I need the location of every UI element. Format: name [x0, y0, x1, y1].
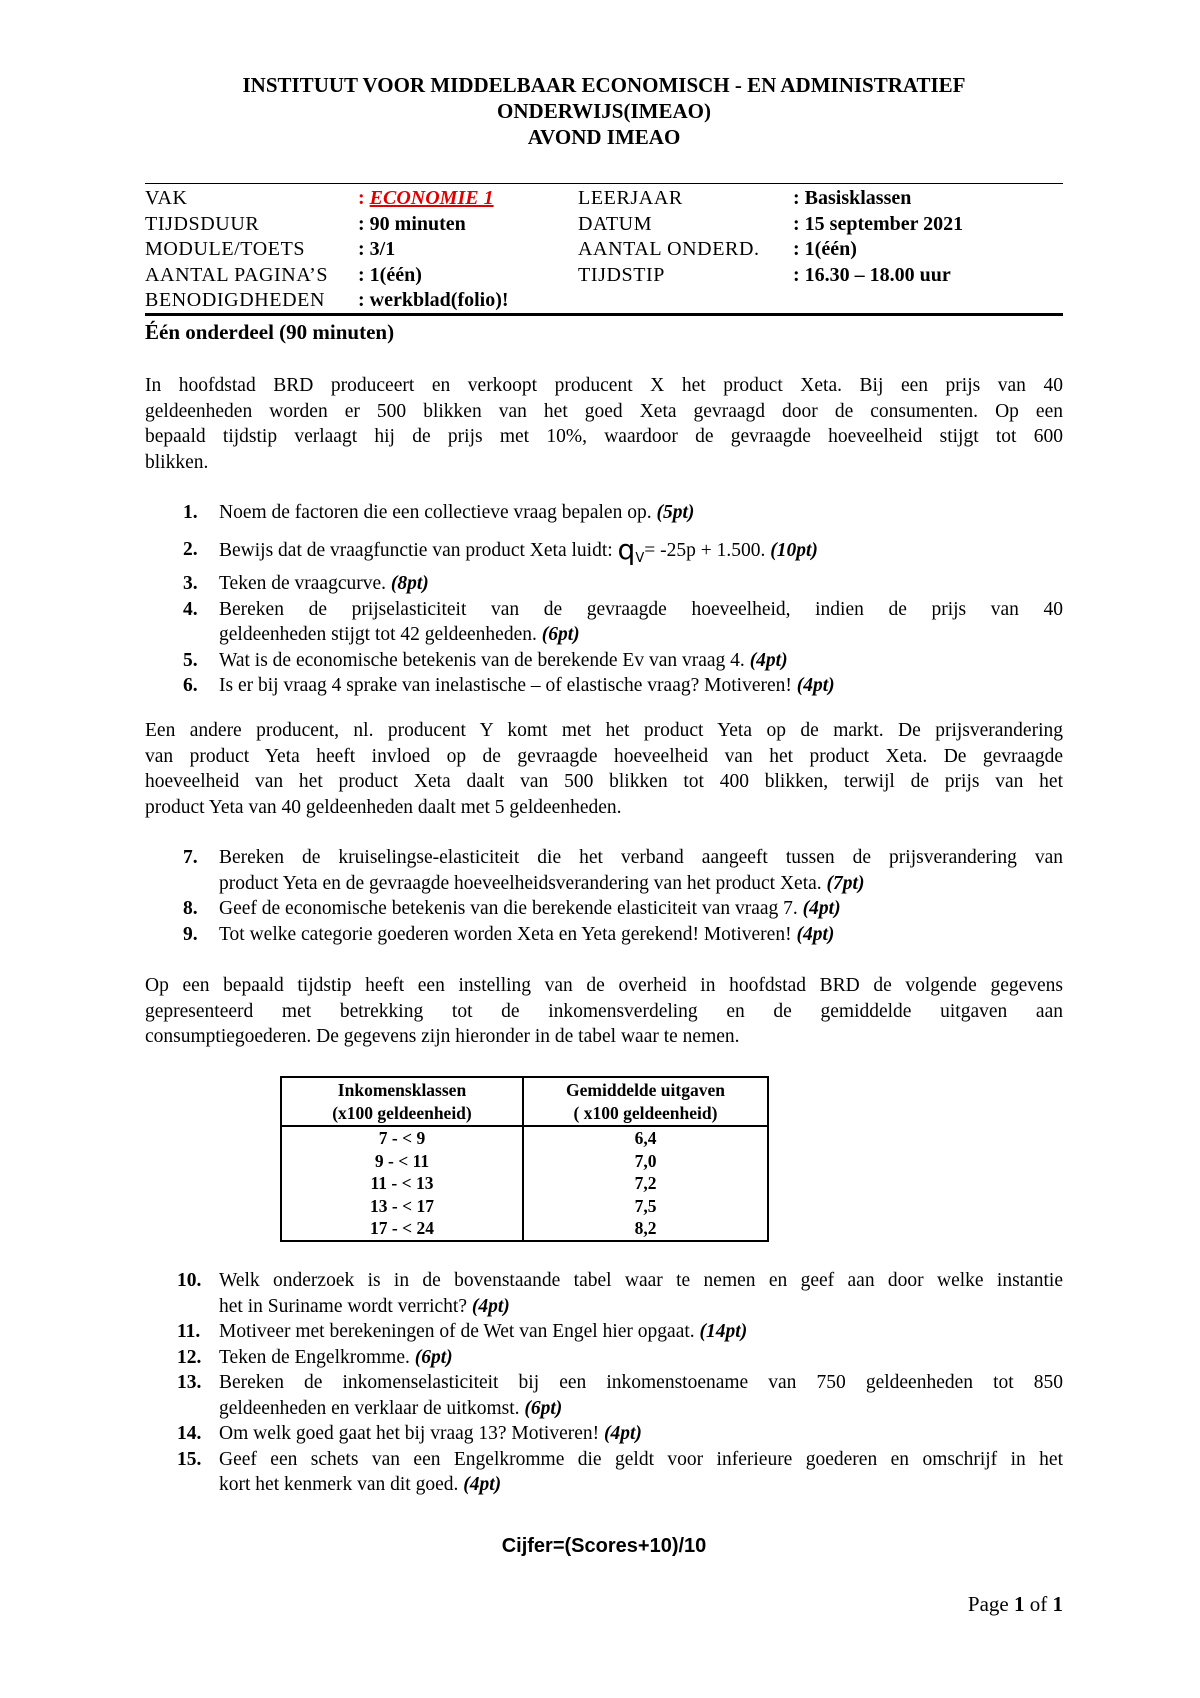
intro-paragraph-2 — [145, 718, 1063, 820]
intro1-line: In hoofdstad BRD produceert en verkoopt producent X het product Xeta. Bij een prijs van 40 — [145, 375, 1063, 396]
table-header-expenditure: Gemiddelde uitgaven ( x100 geldeenheid) — [523, 1077, 768, 1126]
question-5: 5. Wat is de economische betekenis van de berekende Ev van vraag 4. (4pt) — [183, 649, 788, 671]
intro1-line: bepaald tijdstip verlaagt hij de prijs met 10%, waardoor de gevraagde hoeveelheid stijgt tot 600 — [145, 426, 1063, 447]
question-4: 4. Bereken de prijselasticiteit van de gevraagde hoeveelheid, indien de prijs van 40 geldeenheden stijgt tot 42 geldeenheden. (6pt) — [183, 598, 1063, 645]
intro2-line: van product Yeta heeft invloed op de gevraagde hoeveelheid van het product Xeta. De gevraagde — [145, 745, 1063, 767]
intro3-line: consumptiegoederen. De gegevens zijn hieronder in de tabel waar te nemen. — [145, 1026, 740, 1047]
vak-label: VAK — [145, 187, 188, 209]
leerjaar-value: : Basisklassen — [793, 187, 912, 209]
header-rule-top — [145, 183, 1063, 184]
question-14: 14. Om welk goed gaat het bij vraag 13? Motiveren! (4pt) — [177, 1423, 642, 1444]
intro2-line: hoeveelheid van het product Xeta daalt van 500 blikken tot 400 blikken, terwijl de prijs van het — [145, 771, 1063, 792]
intro1-line: geldeenheden worden er 500 blikken van het goed Xeta gevraagd door de consumenten. Op een — [145, 400, 1063, 422]
intro3-line: Op een bepaald tijdstip heeft een instelling van de overheid in hoofdstad BRD de volgende gegevens — [145, 975, 1063, 996]
question-13: 13. Bereken de inkomenselasticiteit bij een inkomenstoename van 750 geldeenheden tot 850 geldeenheden en verklaar de uitkomst. (6pt) — [177, 1372, 1063, 1419]
header-line-1: INSTITUUT VOOR MIDDELBAAR ECONOMISCH - EN ADMINISTRATIEF — [242, 73, 966, 97]
intro-paragraph-1 — [145, 373, 1063, 475]
datum-label: DATUM — [578, 212, 653, 235]
tijdstip-value: : 16.30 – 18.00 uur — [793, 263, 951, 286]
table-row: 7 - < 9 6,4 — [281, 1126, 768, 1150]
table-row: 13 - < 17 7,5 — [281, 1195, 768, 1218]
question-8: 8. Geef de economische betekenis van die berekende elasticiteit van vraag 7. (4pt) — [183, 898, 841, 919]
paginas-label: AANTAL PAGINA’S — [145, 263, 329, 286]
vak-value: : ECONOMIE 1 — [358, 187, 494, 209]
intro2-line: Een andere producent, nl. producent Y komt met het product Yeta op de markt. De prijsverandering — [145, 720, 1063, 741]
question-list-2 — [145, 845, 1063, 947]
onderd-value: : 1(één) — [793, 238, 857, 260]
page-number: Page 1 of 1 — [967, 1592, 1063, 1616]
module-label: MODULE/TOETS — [145, 238, 306, 260]
tijdsduur-value: : 90 minuten — [358, 212, 466, 235]
module-value: : 3/1 — [358, 238, 396, 260]
exam-meta-block — [145, 186, 1063, 314]
table-row: 17 - < 24 8,2 — [281, 1217, 768, 1241]
datum-value: : 15 september 2021 — [793, 212, 964, 235]
intro1-line: blikken. — [145, 451, 209, 473]
institute-header — [145, 72, 1063, 150]
header-line-3: AVOND IMEAO — [527, 125, 681, 149]
tijdsduur-label: TIJDSDUUR — [145, 212, 260, 235]
header-line-2: ONDERWIJS(IMEAO) — [497, 99, 711, 123]
section-title: Één onderdeel (90 minuten) — [145, 320, 395, 344]
benodigdheden-label: BENODIGDHEDEN — [145, 289, 325, 311]
question-7: 7. Bereken de kruiselingse-elasticiteit die het verband aangeeft tussen de prijsverandering van product Yeta en de gevraagde hoeveelheidsverandering van het product Xeta. (7pt) — [183, 847, 1063, 894]
question-6: 6. Is er bij vraag 4 sprake van inelastische – of elastische vraag? Motiveren! (4pt) — [183, 675, 835, 696]
leerjaar-label: LEERJAAR — [578, 187, 683, 209]
header-rule-bottom — [145, 313, 1063, 316]
intro2-line: product Yeta van 40 geldeenheden daalt met 5 geldeenheden. — [145, 796, 622, 818]
grade-formula: Cijfer=(Scores+10)/10 — [501, 1535, 707, 1557]
question-11: 11. Motiveer met berekeningen of de Wet van Engel hier opgaat. (14pt) — [177, 1321, 748, 1342]
intro-paragraph-3 — [145, 973, 1063, 1050]
income-expenditure-table — [280, 1076, 769, 1242]
question-1: 1. Noem de factoren die een collectieve vraag bepalen op. (5pt) — [183, 502, 695, 523]
table-header-income: Inkomensklassen (x100 geldeenheid) — [281, 1077, 523, 1126]
question-list-1 — [145, 500, 1063, 699]
table-row: 11 - < 13 7,2 — [281, 1172, 768, 1195]
question-3: 3. Teken de vraagcurve. (8pt) — [183, 573, 429, 594]
benodigdheden-value: : werkblad(folio)! — [358, 289, 509, 311]
question-12: 12. Teken de Engelkromme. (6pt) — [177, 1346, 453, 1368]
question-15: 15. Geef een schets van een Engelkromme die geldt voor inferieure goederen en omschrijf in het kort het kenmerk van dit goed. (4pt) — [177, 1448, 1063, 1495]
question-2: 2. Bewijs dat de vraagfunctie van product Xeta luidt: $q_V= -25p + 1.500$. (10pt) — [183, 532, 818, 566]
onderd-label: AANTAL ONDERD. — [578, 238, 760, 260]
question-10: 10. Welk onderzoek is in de bovenstaande tabel waar te nemen en geef aan door welke instantie het in Suriname wordt verricht? (4pt) — [177, 1270, 1063, 1317]
question-list-3 — [145, 1268, 1063, 1498]
intro3-line: gepresenteerd met betrekking tot de inkomensverdeling en de gemiddelde uitgaven aan — [145, 1000, 1063, 1022]
tijdstip-label: TIJDSTIP — [578, 263, 666, 286]
question-9: 9. Tot welke categorie goederen worden Xeta en Yeta gerekend! Motiveren! (4pt) — [183, 923, 835, 945]
paginas-value: : 1(één) — [358, 263, 422, 286]
table-row: 9 - < 11 7,0 — [281, 1150, 768, 1173]
